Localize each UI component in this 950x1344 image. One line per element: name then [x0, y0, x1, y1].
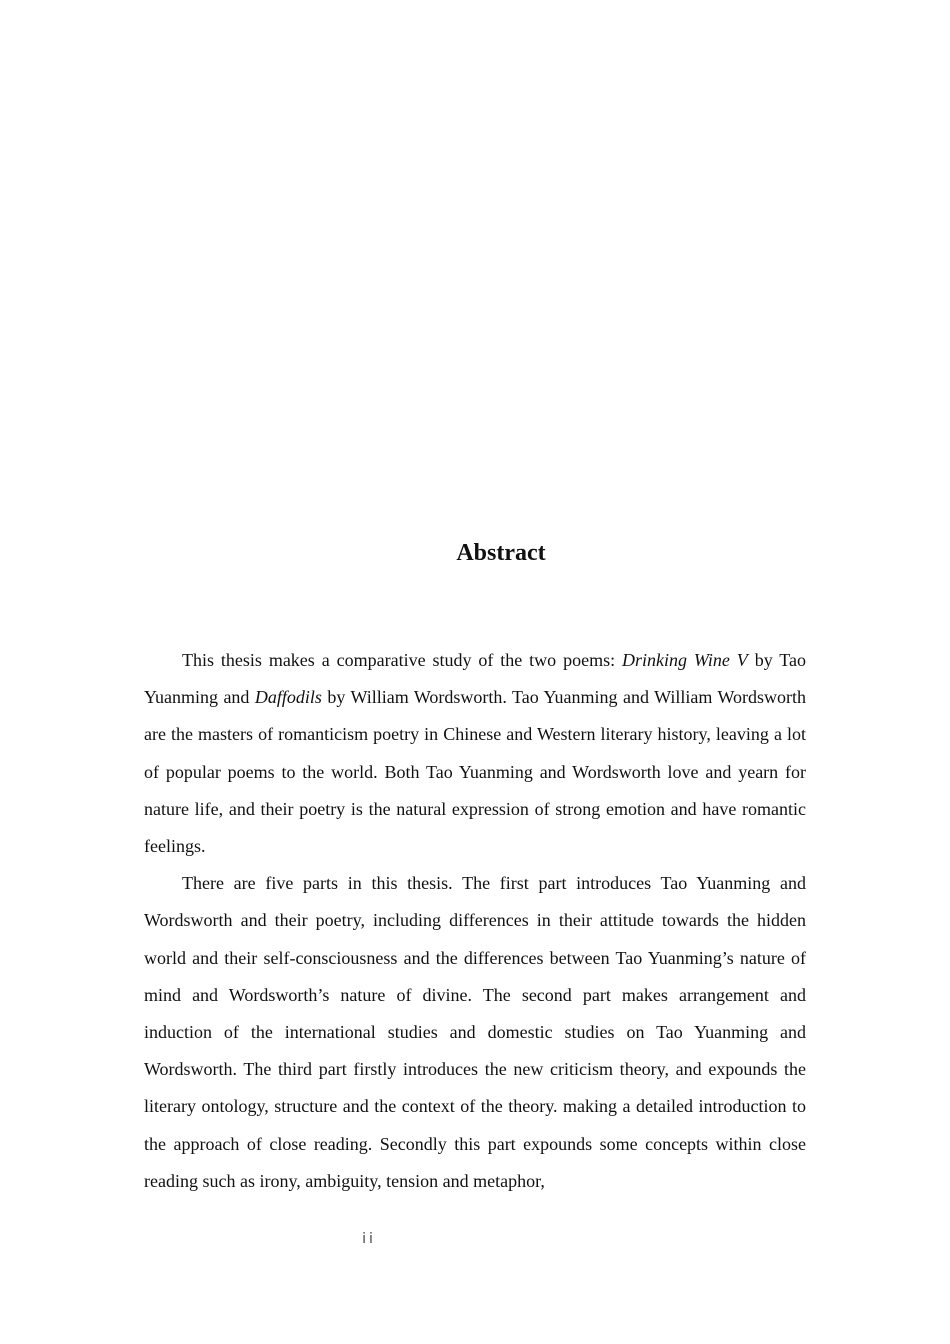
page-number: ii: [362, 1231, 376, 1247]
abstract-paragraph-1: [144, 642, 806, 865]
abstract-paragraph-2: There are five parts in this thesis. The first part introduces Tao Yuanming and Wordsworth and their poetry, including differences in their attitude towards the hidden world and their self-consciousness and the differences between Tao Yuanming’s nature of mind and Wordsworth’s nature of divine. The second part makes arrangement and induction of the international studies and domestic studies on Tao Yuanming and Wordsworth. The third part firstly introduces the new criticism theory, and expounds the literary ontology, structure and the context of the theory. making a detailed introduction to the approach of close reading. Secondly this part expounds some concepts within close reading such as irony, ambiguity, tension and metaphor,: [144, 873, 806, 1191]
page-title: Abstract: [456, 540, 546, 566]
paragraph-1-text-3: by William Wordsworth. Tao Yuanming and William Wordsworth are the masters of romanticism poetry in Chinese and Western literary history, leaving a lot of popular poems to the world. Both Tao Yuanming and Wordsworth love and yearn for nature life, and their poetry is the natural expression of strong emotion and have romantic feelings.: [144, 687, 807, 857]
poem-title-drinking-wine: Drinking Wine V: [621, 650, 748, 670]
paragraph-1-text-2: by Tao Yuanming and: [144, 650, 806, 708]
abstract-body: [144, 642, 806, 1200]
poem-title-daffodils: Daffodils: [254, 687, 322, 708]
paragraph-1-text-1: This thesis makes a comparative study of the two poems:: [182, 650, 622, 670]
